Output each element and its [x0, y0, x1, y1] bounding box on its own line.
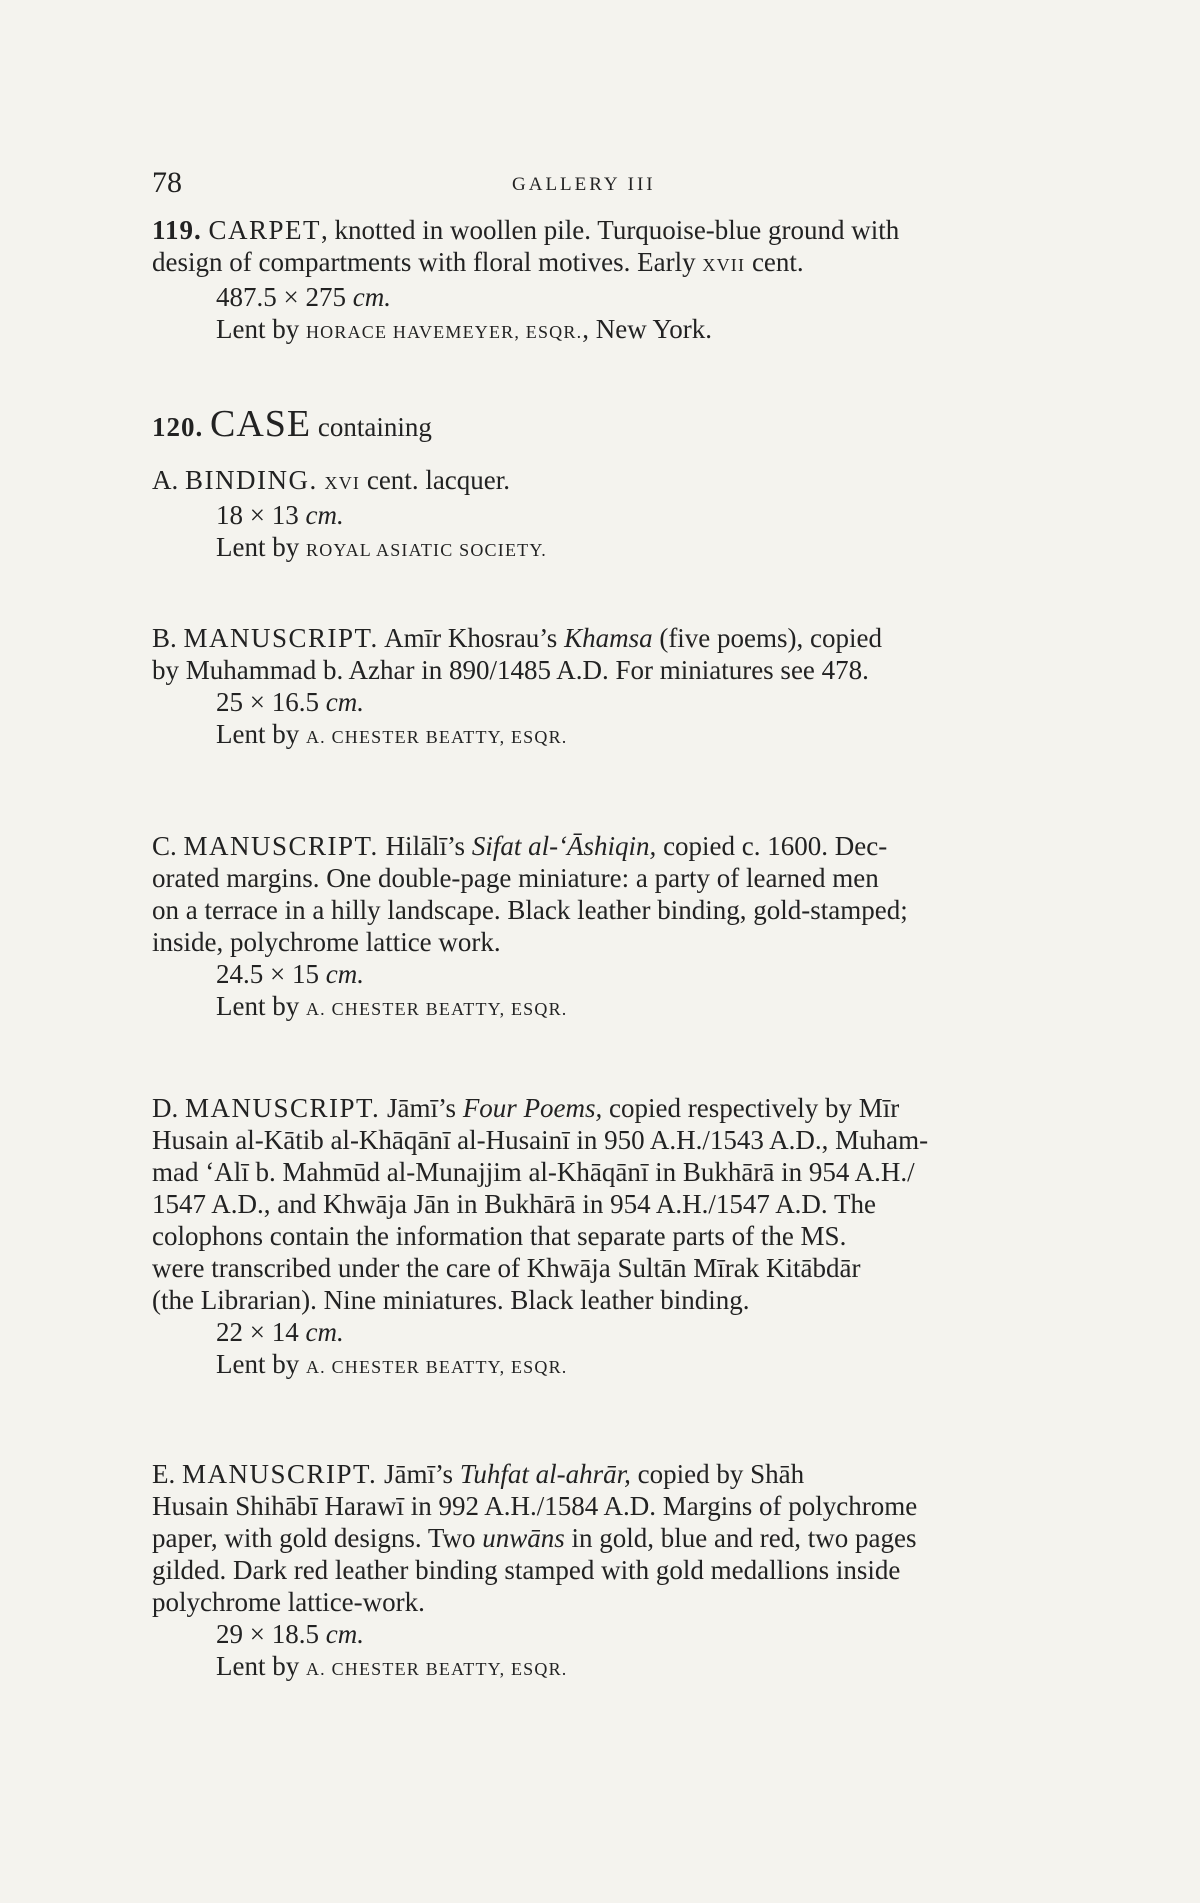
item-title: BINDING.	[185, 465, 318, 495]
item-text: orated margins. One double-page miniature: a party of learned men	[152, 863, 879, 893]
entry-120	[152, 402, 1088, 449]
item-text: paper, with gold designs. Two	[152, 1523, 476, 1553]
item-text-italic: Sifat al-‘Āshiqin,	[471, 831, 657, 861]
item-text: on a terrace in a hilly landscape. Black leather binding, gold-stamped;	[152, 895, 908, 925]
item-label: E.	[152, 1459, 176, 1489]
item-b	[152, 622, 1088, 753]
item-text: Jāmī’s	[384, 1459, 454, 1489]
century: XVI	[324, 473, 361, 493]
item-text: copied by Shāh	[637, 1459, 805, 1489]
item-text-italic: Khamsa	[564, 623, 653, 653]
item-text: polychrome lattice-work.	[152, 1587, 425, 1617]
item-label: C.	[152, 831, 177, 861]
lender: A. CHESTER BEATTY, ESQR.	[305, 1357, 568, 1377]
dimension-unit: cm.	[352, 282, 391, 312]
entry-suffix: containing	[317, 412, 432, 442]
item-text: inside, polychrome lattice work.	[152, 927, 501, 957]
lent-by-label: Lent by	[216, 314, 300, 344]
item-text: in gold, blue and red, two pages	[571, 1523, 917, 1553]
item-text: Amīr Khosrau’s	[384, 623, 558, 653]
lent-by-label: Lent by	[216, 1349, 300, 1379]
item-e	[152, 1458, 1088, 1685]
lender: ROYAL ASIATIC SOCIETY.	[305, 540, 547, 560]
item-text: gilded. Dark red leather binding stamped with gold medallions inside	[152, 1555, 901, 1585]
item-text: were transcribed under the care of Khwāja Sultān Mīrak Kitābdār	[152, 1253, 861, 1283]
entry-description: , knotted in woollen pile. Turquoise-blue ground with	[321, 215, 900, 245]
item-text: copied respectively by Mīr	[609, 1093, 900, 1123]
dimensions: 18 × 13	[216, 500, 299, 530]
dimension-unit: cm.	[325, 687, 364, 717]
item-text-italic: unwāns	[482, 1523, 565, 1553]
entry-title: CARPET	[208, 215, 322, 245]
dimension-unit: cm.	[305, 1317, 344, 1347]
item-title: MANUSCRIPT.	[185, 1093, 381, 1123]
entry-title: CASE	[210, 403, 312, 445]
item-title: MANUSCRIPT.	[183, 831, 379, 861]
item-text: by Muhammad b. Azhar in 890/1485 A.D. For miniatures see 478.	[152, 655, 869, 685]
item-text-italic: Tuhfat al-ahrār,	[459, 1459, 631, 1489]
lent-by-label: Lent by	[216, 719, 300, 749]
item-text: 1547 A.D., and Khwāja Jān in Bukhārā in 954 A.H./1547 A.D. The	[152, 1189, 876, 1219]
item-text: mad ‘Alī b. Mahmūd al-Munajjim al-Khāqānī in Bukhārā in 954 A.H./	[152, 1157, 915, 1187]
entry-119	[152, 214, 1088, 348]
item-label: A.	[152, 465, 179, 495]
lender-place: , New York.	[582, 314, 713, 344]
dimension-unit: cm.	[325, 959, 364, 989]
dimensions: 25 × 16.5	[216, 687, 319, 717]
item-title: MANUSCRIPT.	[183, 623, 379, 653]
page-header	[152, 166, 1082, 206]
item-description: cent. lacquer.	[360, 465, 511, 495]
century: XVII	[702, 255, 746, 275]
item-text: Husain al-Kātib al-Khāqānī al-Husainī in 950 A.H./1543 A.D., Muham-	[152, 1125, 929, 1155]
item-text: Hilālī’s	[385, 831, 466, 861]
entry-number: 119.	[152, 215, 202, 245]
item-text: copied c. 1600. Dec-	[663, 831, 888, 861]
page-number: 78	[152, 166, 182, 199]
item-label: D.	[152, 1093, 179, 1123]
lender: A. CHESTER BEATTY, ESQR.	[305, 727, 568, 747]
item-label: B.	[152, 623, 177, 653]
lent-by-label: Lent by	[216, 1651, 300, 1681]
lender: A. CHESTER BEATTY, ESQR.	[305, 1659, 568, 1679]
item-text: (the Librarian). Nine miniatures. Black leather binding.	[152, 1285, 750, 1315]
dimensions: 487.5 × 275	[216, 282, 346, 312]
dimension-unit: cm.	[305, 500, 344, 530]
entry-number: 120.	[152, 412, 204, 442]
lent-by-label: Lent by	[216, 991, 300, 1021]
item-text: Jāmī’s	[387, 1093, 457, 1123]
item-a	[152, 464, 1088, 566]
dimensions: 24.5 × 15	[216, 959, 319, 989]
dimensions: 29 × 18.5	[216, 1619, 319, 1649]
lender: A. CHESTER BEATTY, ESQR.	[305, 999, 568, 1019]
dimensions: 22 × 14	[216, 1317, 299, 1347]
item-d	[152, 1092, 1088, 1383]
lent-by-label: Lent by	[216, 532, 300, 562]
item-text-italic: Four Poems,	[462, 1093, 603, 1123]
item-c	[152, 830, 1088, 1025]
dimension-unit: cm.	[325, 1619, 364, 1649]
item-title: MANUSCRIPT.	[182, 1459, 378, 1489]
running-head: GALLERY III	[512, 174, 656, 195]
cent-tail: cent.	[745, 247, 804, 277]
entry-description-cont: design of compartments with floral motives. Early	[152, 247, 696, 277]
item-text: colophons contain the information that separate parts of the MS.	[152, 1221, 847, 1251]
item-text: Husain Shihābī Harawī in 992 A.H./1584 A.D. Margins of polychrome	[152, 1491, 918, 1521]
lender: HORACE HAVEMEYER, ESQR.	[305, 322, 583, 342]
item-text: (five poems), copied	[659, 623, 882, 653]
